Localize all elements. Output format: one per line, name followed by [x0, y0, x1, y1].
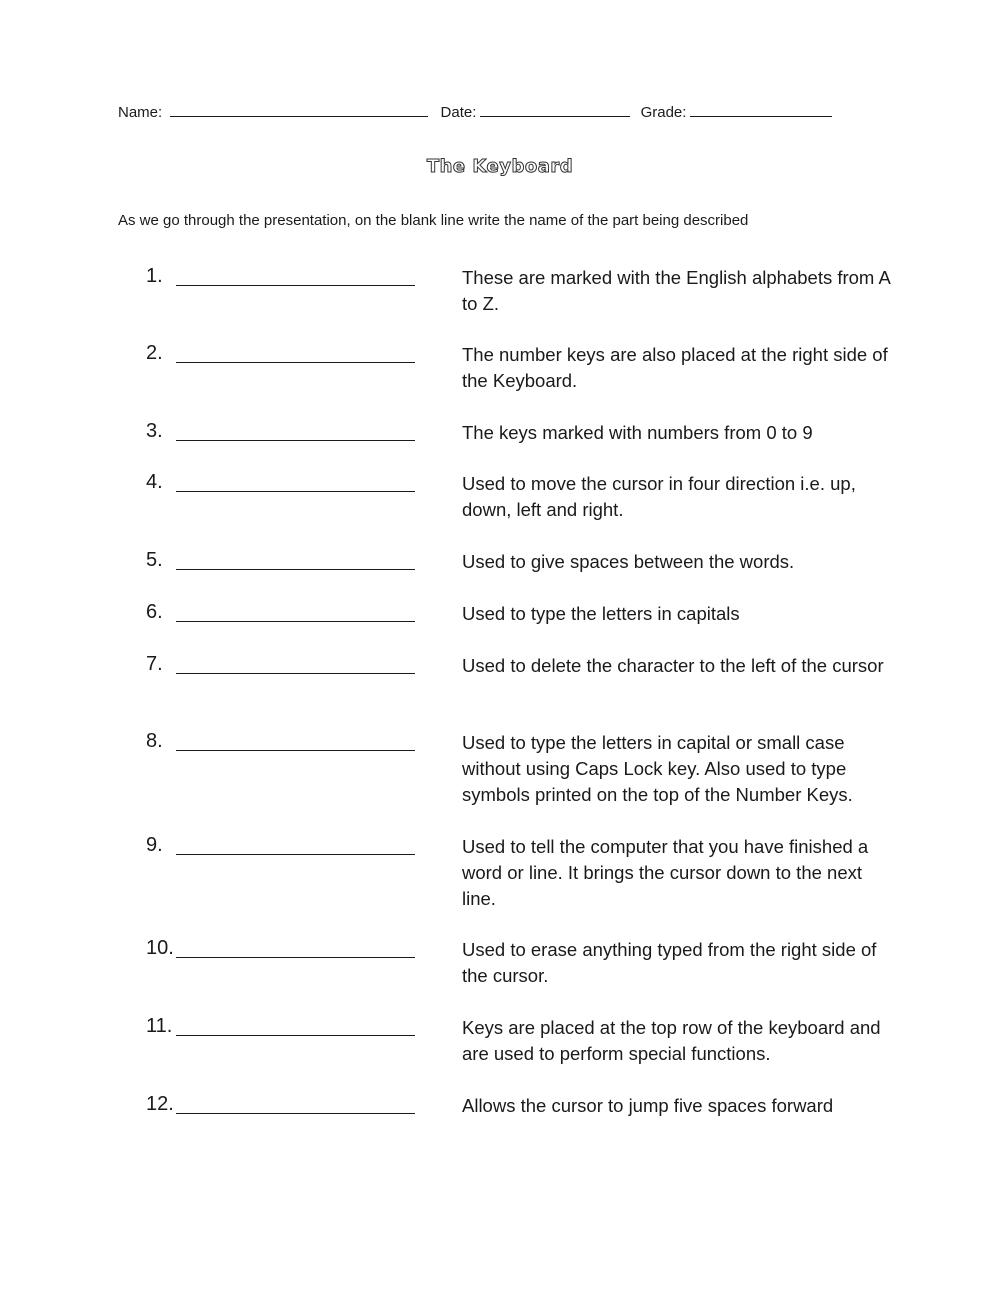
- name-label: Name:: [118, 104, 163, 121]
- question-number: 3.: [146, 420, 163, 442]
- question-number: 11.: [146, 1015, 173, 1037]
- name-field[interactable]: [170, 102, 428, 117]
- date-label: Date:: [440, 104, 477, 121]
- question-number: 7.: [146, 653, 163, 675]
- grade-label: Grade:: [640, 104, 687, 121]
- grade-field[interactable]: [690, 102, 832, 117]
- question-text: Used to erase anything typed from the right side of the cursor.: [462, 939, 877, 986]
- page-title: The Keyboard: [426, 156, 574, 177]
- answer-blank[interactable]: [176, 750, 415, 751]
- question-text: Used to move the cursor in four direction i.e. up, down, left and right.: [462, 473, 856, 520]
- question-number: 6.: [146, 601, 163, 623]
- answer-blank[interactable]: [176, 957, 415, 958]
- answer-blank[interactable]: [176, 285, 415, 286]
- answer-blank[interactable]: [176, 1113, 415, 1114]
- date-field[interactable]: [480, 102, 630, 117]
- question-number: 8.: [146, 730, 163, 752]
- question-text: Used to delete the character to the left of the cursor: [462, 655, 884, 676]
- question-text: Used to give spaces between the words.: [462, 551, 795, 572]
- answer-blank[interactable]: [176, 440, 415, 441]
- instructions: As we go through the presentation, on the blank line write the name of the part being described: [118, 212, 749, 229]
- question-number: 12.: [146, 1093, 174, 1115]
- question-number: 2.: [146, 342, 163, 364]
- question-number: 5.: [146, 549, 163, 571]
- question-text: Used to type the letters in capitals: [462, 603, 740, 624]
- question-text: Used to type the letters in capital or small case without using Caps Lock key. Also used to type symbols printed on the top of the Number Keys.: [462, 732, 853, 805]
- answer-blank[interactable]: [176, 673, 415, 674]
- question-text: These are marked with the English alphabets from A to Z.: [462, 267, 890, 314]
- question-number: 9.: [146, 834, 163, 856]
- answer-blank[interactable]: [176, 1035, 415, 1036]
- header-fields: [118, 102, 832, 121]
- question-number: 4.: [146, 471, 163, 493]
- question-number: 10.: [146, 937, 174, 959]
- answer-blank[interactable]: [176, 491, 415, 492]
- question-text: Keys are placed at the top row of the keyboard and are used to perform special functions.: [462, 1017, 881, 1064]
- answer-blank[interactable]: [176, 362, 415, 363]
- answer-blank[interactable]: [176, 854, 415, 855]
- question-text: Used to tell the computer that you have finished a word or line. It brings the cursor down to the next line.: [462, 836, 869, 909]
- question-text: The number keys are also placed at the right side of the Keyboard.: [462, 344, 888, 391]
- answer-blank[interactable]: [176, 621, 415, 622]
- question-text: Allows the cursor to jump five spaces forward: [462, 1095, 834, 1116]
- question-text: The keys marked with numbers from 0 to 9: [462, 422, 813, 443]
- answer-blank[interactable]: [176, 569, 415, 570]
- question-number: 1.: [146, 265, 163, 287]
